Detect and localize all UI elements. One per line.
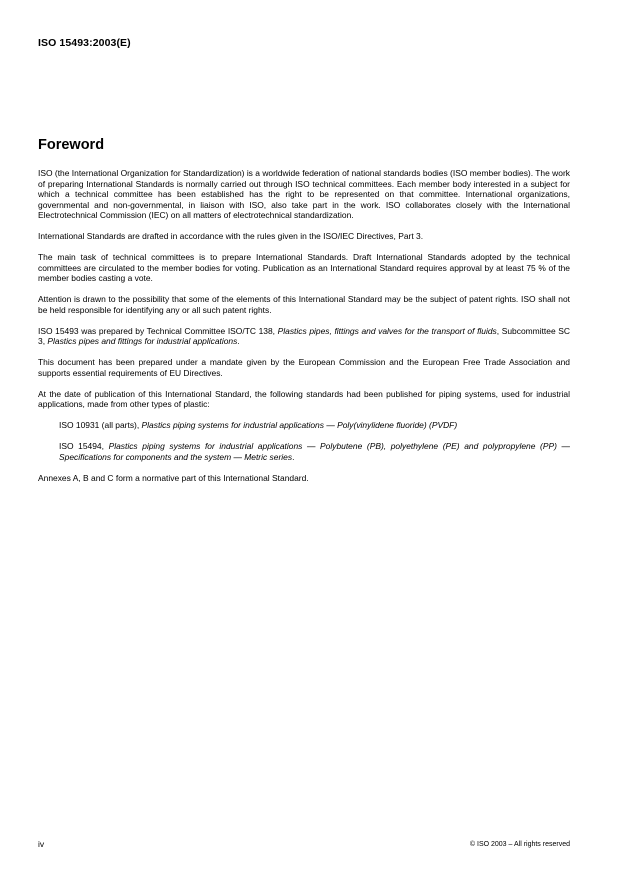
reference-number: ISO 15494,: [59, 441, 109, 452]
reference-title: Plastics piping systems for industrial applications — Poly(vinylidene fluoride) (PVDF): [141, 420, 458, 431]
subcommittee-title: Plastics pipes and fittings for industrial applications: [47, 336, 238, 347]
paragraph-annexes: Annexes A, B and C form a normative part of this International Standard.: [38, 472, 309, 483]
paragraph-publication-date: At the date of publication of this International Standard, the following standards had been published for piping systems, used for industrial applications, made from other types of plastic:: [38, 388, 570, 410]
period-text: .: [237, 336, 240, 347]
page-number: iv: [38, 839, 45, 849]
document-header: ISO 15493:2003(E): [38, 37, 131, 49]
paragraph-main-task: The main task of technical committees is to prepare International Standards. Draft International Standards adopted by the technical committees are circulated to the member bodies for voting. Publication as an International Standard requires approval by at least 75 % of the member bodies casting a vote.: [38, 252, 570, 284]
reference-number: ISO 10931 (all parts),: [59, 420, 142, 431]
committee-title: Plastics pipes, fittings and valves for the transport of fluids: [277, 325, 497, 336]
copyright-notice: © ISO 2003 – All rights reserved: [469, 841, 570, 848]
reference-iso-15494: [59, 441, 570, 462]
prepared-by-text: ISO 15493 was prepared by Technical Committee ISO/TC 138,: [38, 325, 278, 336]
paragraph-directives: International Standards are drafted in accordance with the rules given in the ISO/IEC Directives, Part 3.: [38, 231, 424, 242]
reference-iso-10931: [59, 420, 570, 431]
reference-title: Plastics piping systems for industrial applications — Polybutene (PB), polyethylene (PE) and polypropylene (PP) — Specifications for components and the system — Metric series: [59, 441, 570, 462]
subcommittee-text: , Subcommittee SC 3,: [38, 325, 570, 347]
paragraph-prepared-by: [38, 326, 570, 347]
paragraph-mandate: This document has been prepared under a mandate given by the European Commission and the European Free Trade Association and supports essential requirements of EU Directives.: [38, 357, 570, 378]
page-title: Foreword: [38, 137, 105, 153]
paragraph-patent-rights: Attention is drawn to the possibility that some of the elements of this International Standard may be the subject of patent rights. ISO shall not be held responsible for identifying any or all such patent rights.: [38, 294, 570, 315]
foreword-body: [38, 168, 570, 493]
paragraph-iso-intro: ISO (the International Organization for Standardization) is a worldwide federation of national standards bodies (ISO member bodies). The work of preparing International Standards is normally carried out through ISO technical committees. Each member body interested in a subject for which a technical committee has been established has the right to be represented on that committee. International organizations, governmental and non-governmental, in liaison with ISO, also take part in the work. ISO collaborates closely with the International Electrotechnical Commission (IEC) on all matters of electrotechnical standardization.: [38, 168, 570, 221]
period-text: .: [292, 451, 295, 462]
